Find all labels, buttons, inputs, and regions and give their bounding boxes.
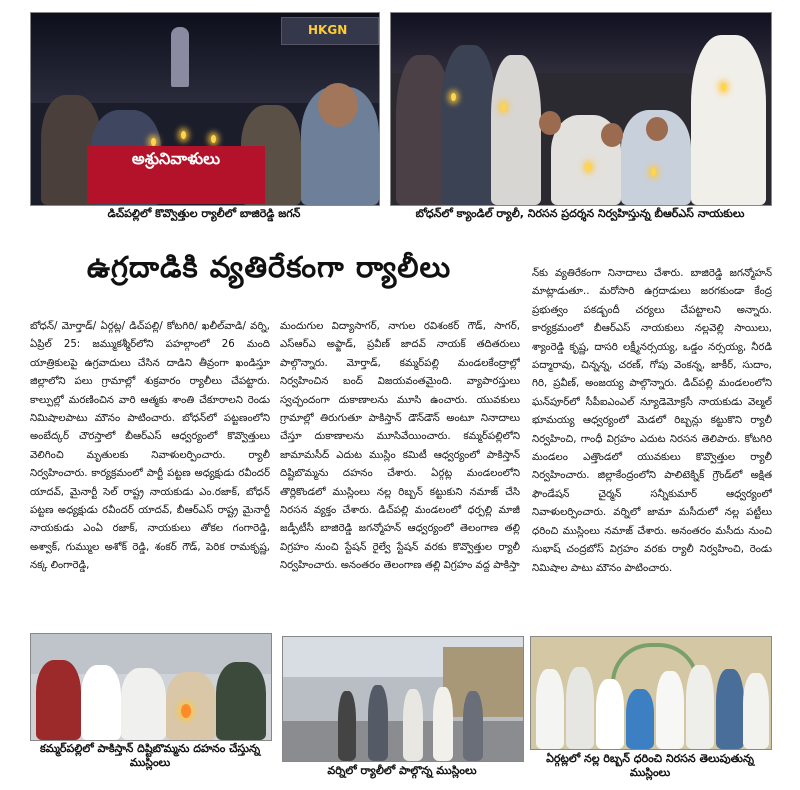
caption-bottom-right: ఏర్గట్లలో నల్ల రిబ్బన్ ధరించి నిరసన తెలుపుతున్న ముస్లింలు: [546, 752, 754, 779]
article-column-1: [30, 318, 270, 630]
article-text-1: బోధన్/ మోర్తాడ్/ ఏర్గట్ల/ డిచ్‌పల్లి/ కోటగిరి/ ఖలీల్‌వాడి/ వర్ని, ఏప్రిల్ 25: జమ్ముకశ్మీర్‌లోని పహల్గాంలో 26 మంది యాత్రికులపై ఉగ్రవాదులు చేసిన దాడిని తీవ్రంగా ఖండిస్తూ జిల్లాలోని పలు గ్రామాల్లో శుక్రవారం ర్యాలీలు చేపట్టారు. కాల్పుల్లో మరణించిన వారి ఆత్మకు శాంతి చేకూరాలని రెండు నిమిషాలపాటు మౌనం పాటించారు. బోధన్‌లో పట్టణంలోని అంబేద్కర్ చౌరస్తాలో బీఆర్ఎస్ ఆధ్వర్యంలో కొవ్వొత్తులు వెలిగించి మృతులకు నివాళులర్పించారు. ర్యాలీ నిర్వహించారు. కార్యక్రమంలో పార్టీ పట్టణ అధ్యక్షుడు రవీందర్ యాదవ్, మైనార్టీ సెల్ రాష్ట్ర నాయకుడు ఎం.రజాక్, బోధన్ పట్టణ అధ్యక్షుడు రవీందర్ యాదవ్, బీఆర్ఎస్ రాష్ట్ర మైనార్టీ నాయకుడు ఎంఏ రజాక్, నాయకులు తోకల గంగారెడ్డి, అశ్వాక్, గుమ్ముల అశోక్ రెడ్డి, శంకర్ గౌడ్, పెరిక రామకృష్ణ, నక్క లింగారెడ్డి,: [30, 321, 270, 572]
caption-bottom-middle: వర్నిలో ర్యాలీలో పాల్గొన్న ముస్లింలు: [327, 764, 477, 777]
tribute-banner-text: అశ్రునివాళులు: [131, 149, 221, 168]
photo-varni-rally: [282, 636, 524, 762]
photo-kammarpally-effigy: [30, 633, 272, 741]
tribute-banner: [87, 146, 265, 204]
shop-sign-text: HKGN: [308, 23, 348, 37]
article-column-3: [532, 265, 772, 630]
photo-bodhan-candle-rally: [390, 12, 772, 206]
caption-top-left: డిచ్‌పల్లిలో కొవ్వొత్తుల ర్యాలీలో బాజిరెడ్డి జగన్: [107, 207, 301, 220]
article-column-2: [280, 318, 520, 630]
caption-bottom-left: కమ్మర్‌పల్లిలో పాకిస్తాన్ దిష్టిబొమ్మను దహనం చేస్తున్న ముస్లింలు: [39, 742, 261, 769]
caption-top-right: బోధన్‌లో క్యాండిల్ ర్యాలీ, నిరసన ప్రదర్శన నిర్వహిస్తున్న బీఆర్ఎస్ నాయకులు: [415, 207, 745, 220]
article-text-2: మందుగుల విద్యాసాగర్, నాగుల రవిశంకర్ గౌడ్, సాగర్, ఎస్ఆర్ఎ అఫ్జాడ్, ప్రవీణ్ జాదవ్ నాయక్ తదితరులు పాల్గొన్నారు. మోర్తాడ్, కమ్మర్‌పల్లి మండలకేంద్రాల్లో నిర్వహించిన బంద్ విజయవంతమైంది. వ్యాపారస్తులు స్వచ్ఛందంగా దుకాణాలను మూసి ఉంచారు. యువకులు గ్రామాల్లో తిరుగుతూ పాకిస్తాన్ డౌన్‌డౌన్ అంటూ నినాదాలు చేస్తూ దుకాణాలను మూసివేయించారు. కమ్మర్‌పల్లిలోని జామామసీద్ ఎదుట ముస్లిం కమిటీ ఆధ్వర్యంలో పాకిస్తాన్ దిష్టిబొమ్మను దహనం చేశారు. ఏర్గట్ల మండలంలోని తొర్లికొండలో ముస్లింలు నల్ల రిబ్బన్ కట్టుకుని నమాజ్ చేసి నిరసన వ్యక్తం చేశారు. డిచ్‌పల్లి మండలంలో ధర్పల్లి మాజీ జడ్పీటీసీ బాజిరెడ్డి జగన్మోహన్ ఆధ్వర్యంలో తెలంగాణ తల్లి విగ్రహం నుంచి స్టేషన్ రైల్వే స్టేషన్ వరకు కొవ్వొత్తుల ర్యాలీ నిర్వహించారు. అనంతరం తెలంగాణ తల్లి విగ్రహం వద్ద పాకిస్తా: [280, 321, 520, 572]
photo-dichpally-candle-rally: [30, 12, 380, 206]
building: [443, 647, 523, 717]
photo-yergatla-protest: [530, 636, 772, 750]
statue: [171, 27, 189, 87]
shop-sign: [281, 17, 379, 45]
article-text-3: న్‌కు వ్యతిరేకంగా నినాదాలు చేశారు. బాజిరెడ్డి జగన్మోహన్ మాట్లాడుతూ.. మరోసారి ఉగ్రదాడులు జరగకుండా కేంద్ర ప్రభుత్వం పకడ్బందీ చర్యలు చేపట్టాలని అన్నారు. కార్యక్రమంలో బీఆర్ఎస్ నాయకులు నల్లవెల్లి సాయిలు, శ్యాంరెడ్డి కృష్ణ, దాసరి లక్ష్మీనర్సయ్య, ఒడ్డం నర్సయ్య, నీరడి పద్మారావు, చిన్నన్న, చరణ్, గోపు వెంకన్న, జాకీర్, సుదాం, గిరి, ప్రవీణ్, అంజయ్య పాల్గొన్నారు. డిచ్‌పల్లి మండలంలోని ఘన్‌పూర్‌లో సీపీఐఎంఎల్ న్యూడెమోక్రసీ నాయకుడు వెల్మల్ భూమయ్య ఆధ్వర్యంలో మెడలో రిబ్బన్లు కట్టుకొని ర్యాలీ నిర్వహించి, గాంధీ విగ్రహం ఎదుట నిరసన తెలిపారు. కోటగిరి మండలం ఎత్తొండలో యువకులు కొవ్వొత్తుల ర్యాలీ నిర్వహించారు. జిల్లాకేంద్రంలోని పాలిటెక్నిక్ గ్రౌండ్‌లో అక్షిత ఫౌండేషన్ చైర్మన్ సన్నీకుమార్ ఆధ్వర్యంలో నివాళులర్పించారు. వర్నిలో జామా మసీదులో నల్ల పట్టీలు ధరించి ముస్లింలు నమాజ్ చేశారు. అనంతరం మసీదు నుంచి సుభాష్ చంద్రబోస్ విగ్రహం వరకు ర్యాలీ నిర్వహించి, రెండు నిమిషాల పాటు మౌనం పాటించారు.: [532, 268, 772, 574]
article-headline: ఉగ్రదాడికి వ్యతిరేకంగా ర్యాలీలు: [86, 250, 452, 284]
